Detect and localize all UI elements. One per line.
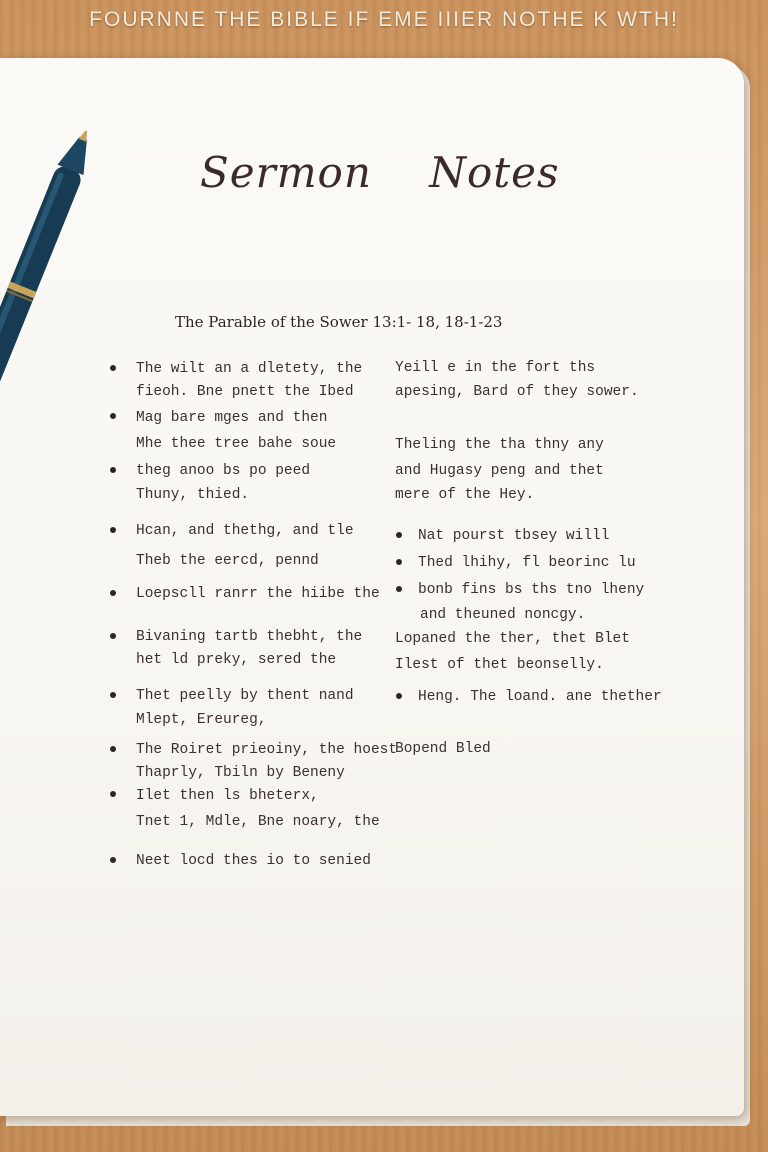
note-line-left: The wilt an a dletety, the xyxy=(136,361,363,377)
bullet-dot xyxy=(110,791,116,797)
note-line-right: apesing, Bard of they sower. xyxy=(395,384,639,400)
bullet-dot xyxy=(110,633,116,639)
note-line-left: Tnet 1, Mdle, Bne noary, the xyxy=(136,814,380,830)
bullet-dot xyxy=(110,857,116,863)
note-line-right: Yeill e in the fort ths xyxy=(395,360,596,376)
page-title: Sermon Notes xyxy=(200,148,560,197)
bullet-dot xyxy=(396,586,402,592)
note-line-left: het ld preky, sered the xyxy=(136,652,337,668)
bullet-dot xyxy=(396,559,402,565)
top-banner-text: FOURNNE THE BIBLE IF EME IIIER NOTHE K WTH! xyxy=(89,8,679,31)
page-subtitle: The Parable of the Sower 13:1- 18, 18-1-23 xyxy=(175,313,503,331)
note-line-left: Bivaning tartb thebht, the xyxy=(136,629,363,645)
note-line-right: Lopaned the ther, thet Blet xyxy=(395,631,630,647)
note-line-left: Theb the eercd, pennd xyxy=(136,553,319,569)
bullet-dot xyxy=(110,467,116,473)
bullet-dot xyxy=(110,527,116,533)
bullet-dot xyxy=(396,693,402,699)
note-line-right: mere of the Hey. xyxy=(395,487,535,503)
note-line-left: Thuny, thied. xyxy=(136,487,250,503)
note-line-right: and Hugasy peng and thet xyxy=(395,463,604,479)
note-line-right: Heng. The loand. ane thether xyxy=(418,689,662,705)
note-line-left: Mhe thee tree bahe soue xyxy=(136,436,337,452)
note-line-left: Ilet then ls bheterx, xyxy=(136,788,319,804)
note-line-left: Loepscll ranrr the hiibe the xyxy=(136,586,380,602)
note-line-left: theg anoo bs po peed xyxy=(136,463,311,479)
note-line-right: Theling the tha thny any xyxy=(395,437,604,453)
bullet-dot xyxy=(110,413,116,419)
note-line-right: Thed lhihy, fl beorinc lu xyxy=(418,555,636,571)
note-line-right: and theuned noncgy. xyxy=(420,607,586,623)
note-line-left: The Roiret prieoiny, the hoest xyxy=(136,742,398,758)
note-line-left: Mlept, Ereureg, xyxy=(136,712,267,728)
bullet-dot xyxy=(110,590,116,596)
note-line-right: Ilest of thet beonselly. xyxy=(395,657,604,673)
note-line-left: Thaprly, Tbiln by Beneny xyxy=(136,765,345,781)
bullet-dot xyxy=(110,365,116,371)
note-line-right: Nat pourst tbsey willl xyxy=(418,528,610,544)
note-line-right: Bopend Bled xyxy=(395,741,491,757)
note-line-left: Hcan, and thethg, and tle xyxy=(136,523,354,539)
bullet-dot xyxy=(110,692,116,698)
note-line-left: Neet locd thes io to senied xyxy=(136,853,371,869)
note-line-left: Mag bare mges and then xyxy=(136,410,328,426)
bullet-dot xyxy=(110,746,116,752)
note-line-left: fieoh. Bne pnett the Ibed xyxy=(136,384,354,400)
pen-icon xyxy=(0,120,90,420)
note-line-right: bonb fins bs ths tno lheny xyxy=(418,582,645,598)
note-line-left: Thet peelly by thent nand xyxy=(136,688,354,704)
bullet-dot xyxy=(396,532,402,538)
